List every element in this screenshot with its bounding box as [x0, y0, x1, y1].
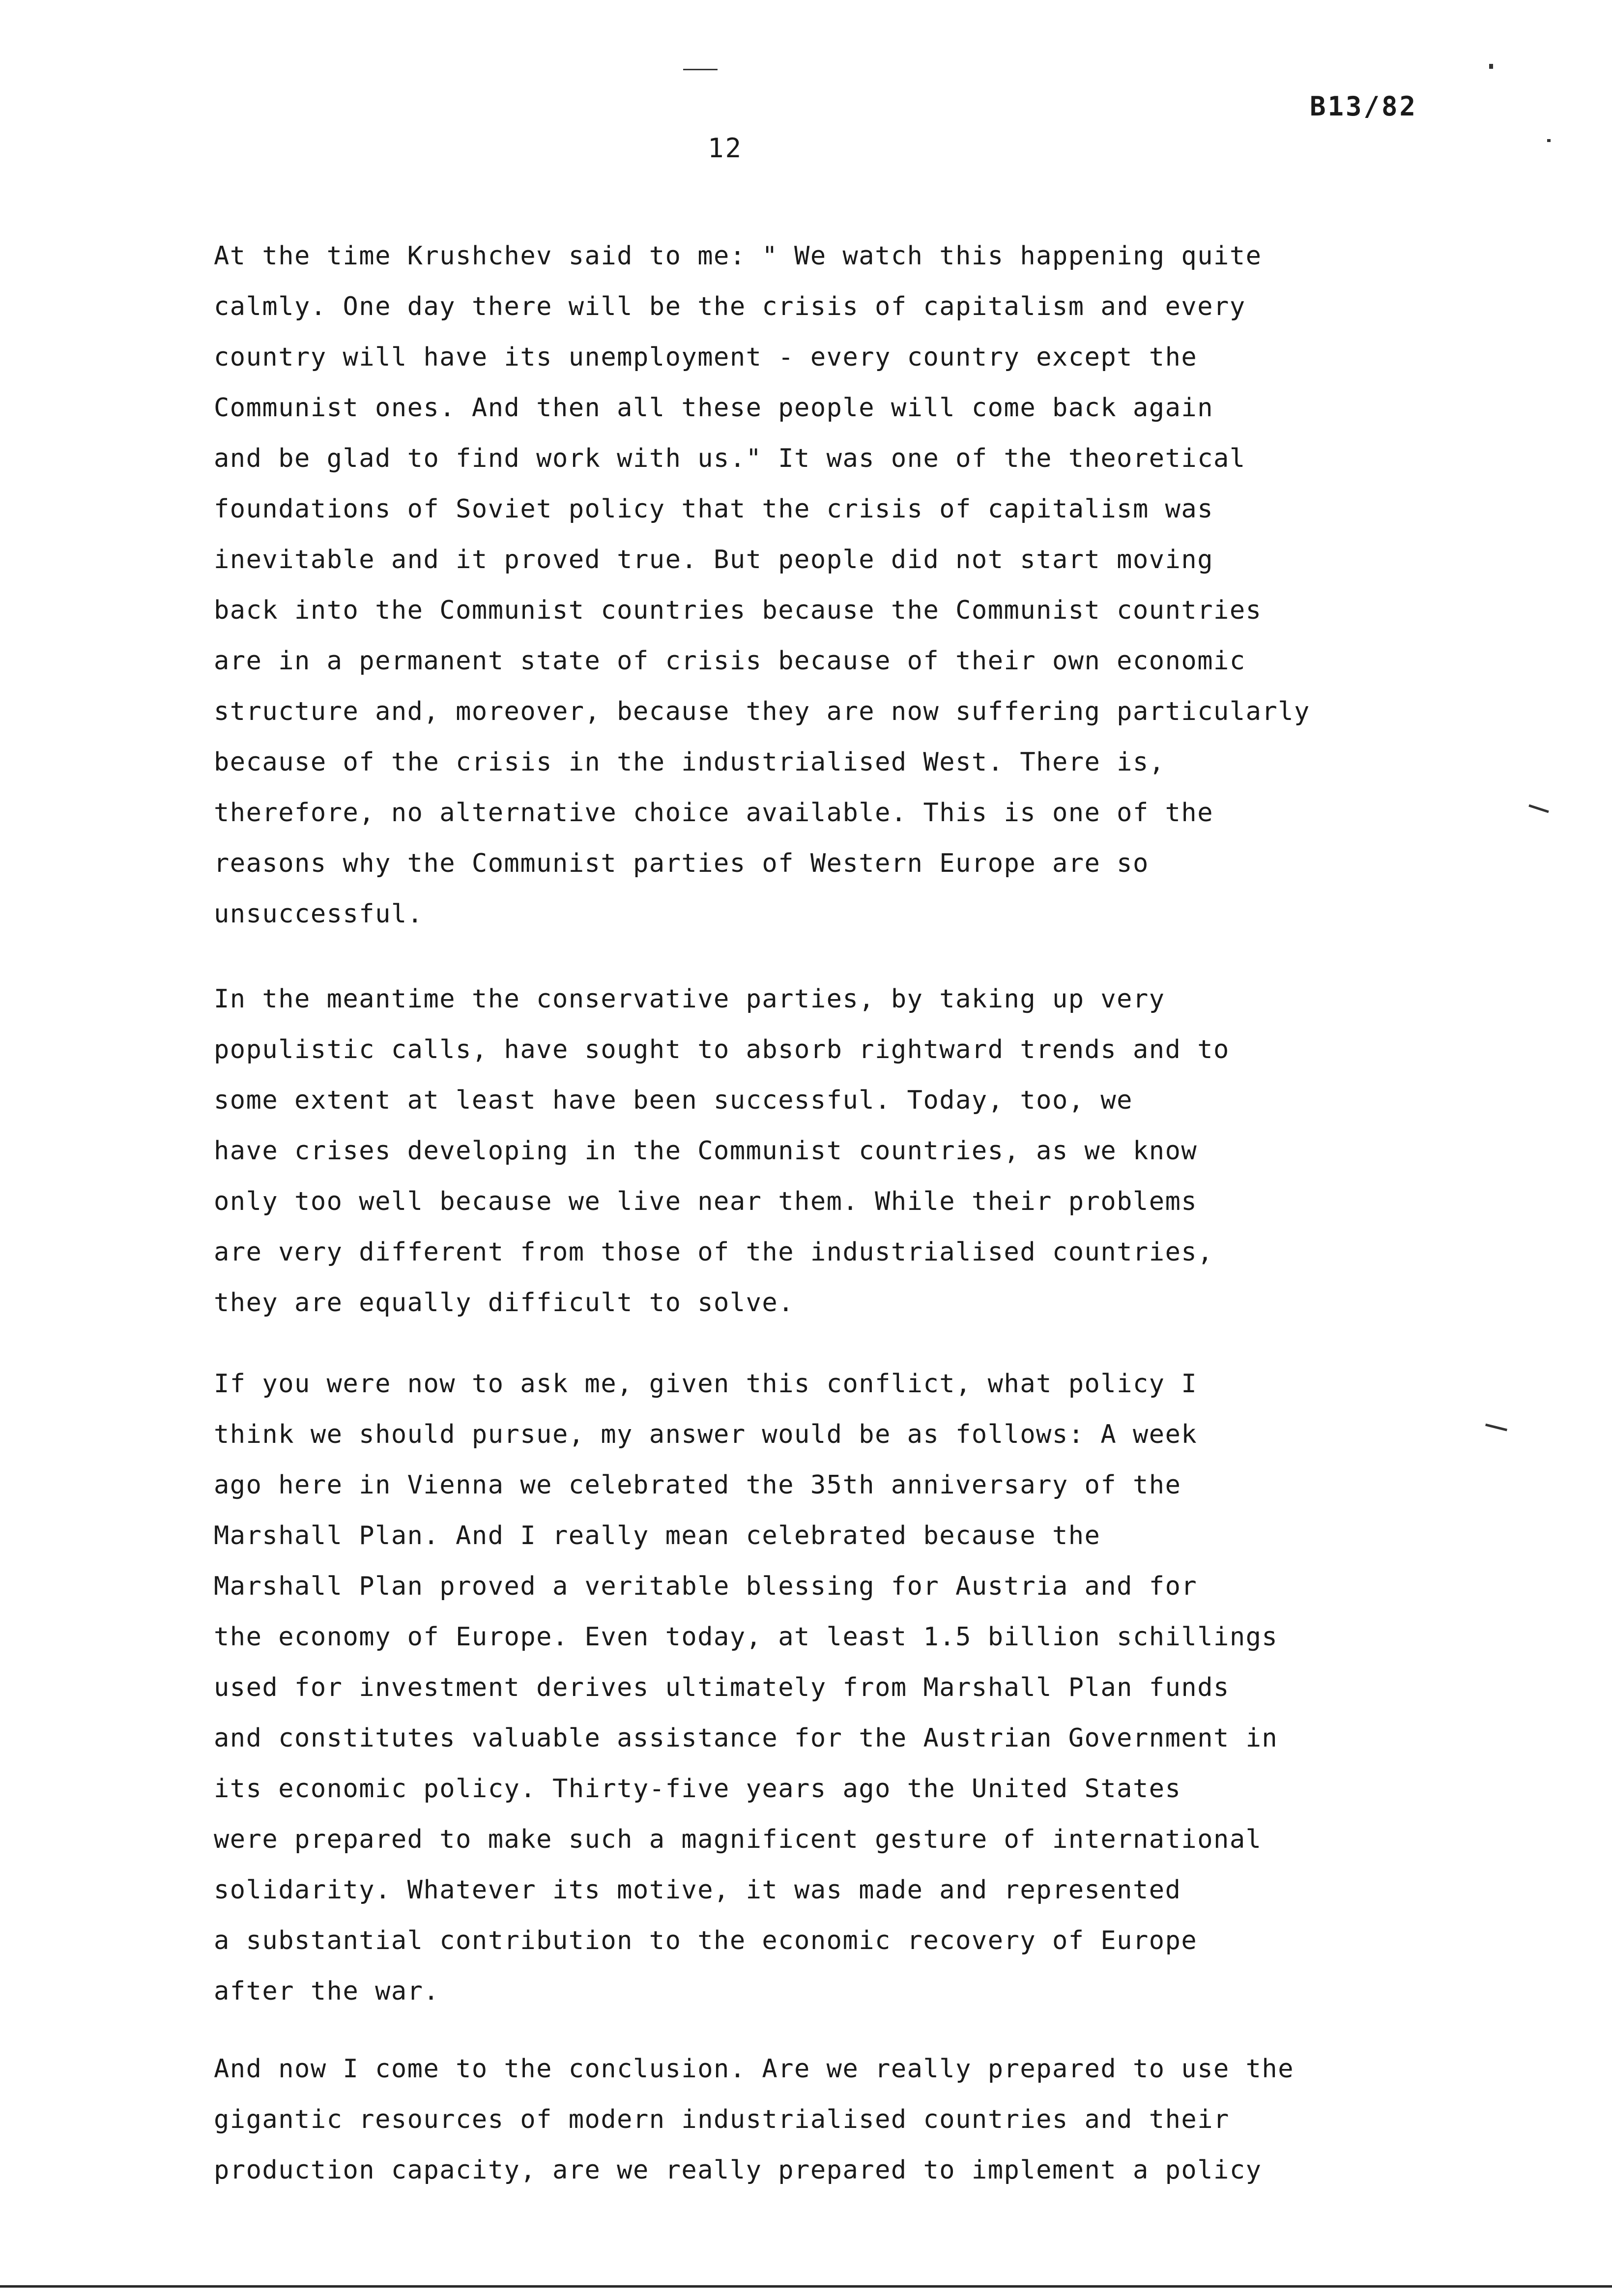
text-line: ago here in Vienna we celebrated the 35th anniversary of the — [214, 1470, 1181, 1500]
body-text — [214, 231, 1374, 2196]
text-line: because of the crisis in the industrialised West. There is, — [214, 747, 1165, 777]
scan-mark — [683, 69, 718, 70]
text-line: they are equally difficult to solve. — [214, 1288, 795, 1318]
text-line: a substantial contribution to the economic recovery of Europe — [214, 1926, 1198, 1955]
text-line: foundations of Soviet policy that the crisis of capitalism was — [214, 494, 1214, 524]
text-line: populistic calls, have sought to absorb rightward trends and to — [214, 1035, 1230, 1064]
document-reference: B13/82 — [1310, 91, 1418, 122]
text-line: structure and, moreover, because they are now suffering particularly — [214, 697, 1310, 726]
text-line: therefore, no alternative choice available. This is one of the — [214, 798, 1214, 828]
text-line: At the time Krushchev said to me: " We watch this happening quite — [214, 241, 1262, 271]
text-line: In the meantime the conservative parties, by taking up very — [214, 984, 1165, 1014]
text-line: and be glad to find work with us." It was one of the theoretical — [214, 444, 1246, 473]
text-line: used for investment derives ultimately from Marshall Plan funds — [214, 1673, 1230, 1702]
text-line: the economy of Europe. Even today, at least 1.5 billion schillings — [214, 1622, 1278, 1652]
text-line: solidarity. Whatever its motive, it was made and represented — [214, 1875, 1181, 1905]
text-line: inevitable and it proved true. But people did not start moving — [214, 545, 1214, 574]
scan-mark — [1547, 139, 1551, 142]
text-line: Marshall Plan. And I really mean celebrated because the — [214, 1521, 1101, 1550]
text-line: reasons why the Communist parties of Western Europe are so — [214, 849, 1149, 878]
paragraph-spacer — [214, 940, 1374, 974]
text-line: are in a permanent state of crisis because of their own economic — [214, 646, 1246, 676]
text-line: back into the Communist countries because the Communist countries — [214, 596, 1262, 625]
text-line: gigantic resources of modern industrialised countries and their — [214, 2105, 1230, 2134]
scan-mark — [1485, 1424, 1507, 1432]
text-line: only too well because we live near them. While their problems — [214, 1187, 1198, 1216]
text-line: and constitutes valuable assistance for the Austrian Government in — [214, 1723, 1278, 1753]
text-line: after the war. — [214, 1977, 440, 2006]
paragraph-2 — [214, 974, 1374, 1328]
page-number: 12 — [708, 133, 743, 164]
text-line: Communist ones. And then all these people will come back again — [214, 393, 1214, 423]
text-line: are very different from those of the industrialised countries, — [214, 1237, 1214, 1267]
text-line: unsuccessful. — [214, 899, 424, 929]
paragraph-4 — [214, 2044, 1374, 2196]
text-line: calmly. One day there will be the crisis of capitalism and every — [214, 292, 1246, 321]
scan-mark — [1489, 64, 1493, 69]
text-line: If you were now to ask me, given this conflict, what policy I — [214, 1369, 1198, 1399]
text-line: production capacity, are we really prepared to implement a policy — [214, 2155, 1262, 2185]
text-line: were prepared to make such a magnificent gesture of international — [214, 1825, 1262, 1854]
paragraph-spacer — [214, 1328, 1374, 1359]
page-bottom-rule — [0, 2285, 1612, 2288]
text-line: have crises developing in the Communist countries, as we know — [214, 1136, 1198, 1166]
text-line: some extent at least have been successful. Today, too, we — [214, 1086, 1133, 1115]
paragraph-3 — [214, 1359, 1374, 2017]
text-line: country will have its unemployment - every country except the — [214, 343, 1198, 372]
text-line: its economic policy. Thirty-five years ago the United States — [214, 1774, 1181, 1804]
text-line: And now I come to the conclusion. Are we really prepared to use the — [214, 2054, 1295, 2084]
paragraph-spacer — [214, 2017, 1374, 2044]
scan-mark — [1528, 804, 1549, 813]
paragraph-1 — [214, 231, 1374, 940]
text-line: Marshall Plan proved a veritable blessing for Austria and for — [214, 1572, 1198, 1601]
text-line: think we should pursue, my answer would be as follows: A week — [214, 1420, 1198, 1449]
